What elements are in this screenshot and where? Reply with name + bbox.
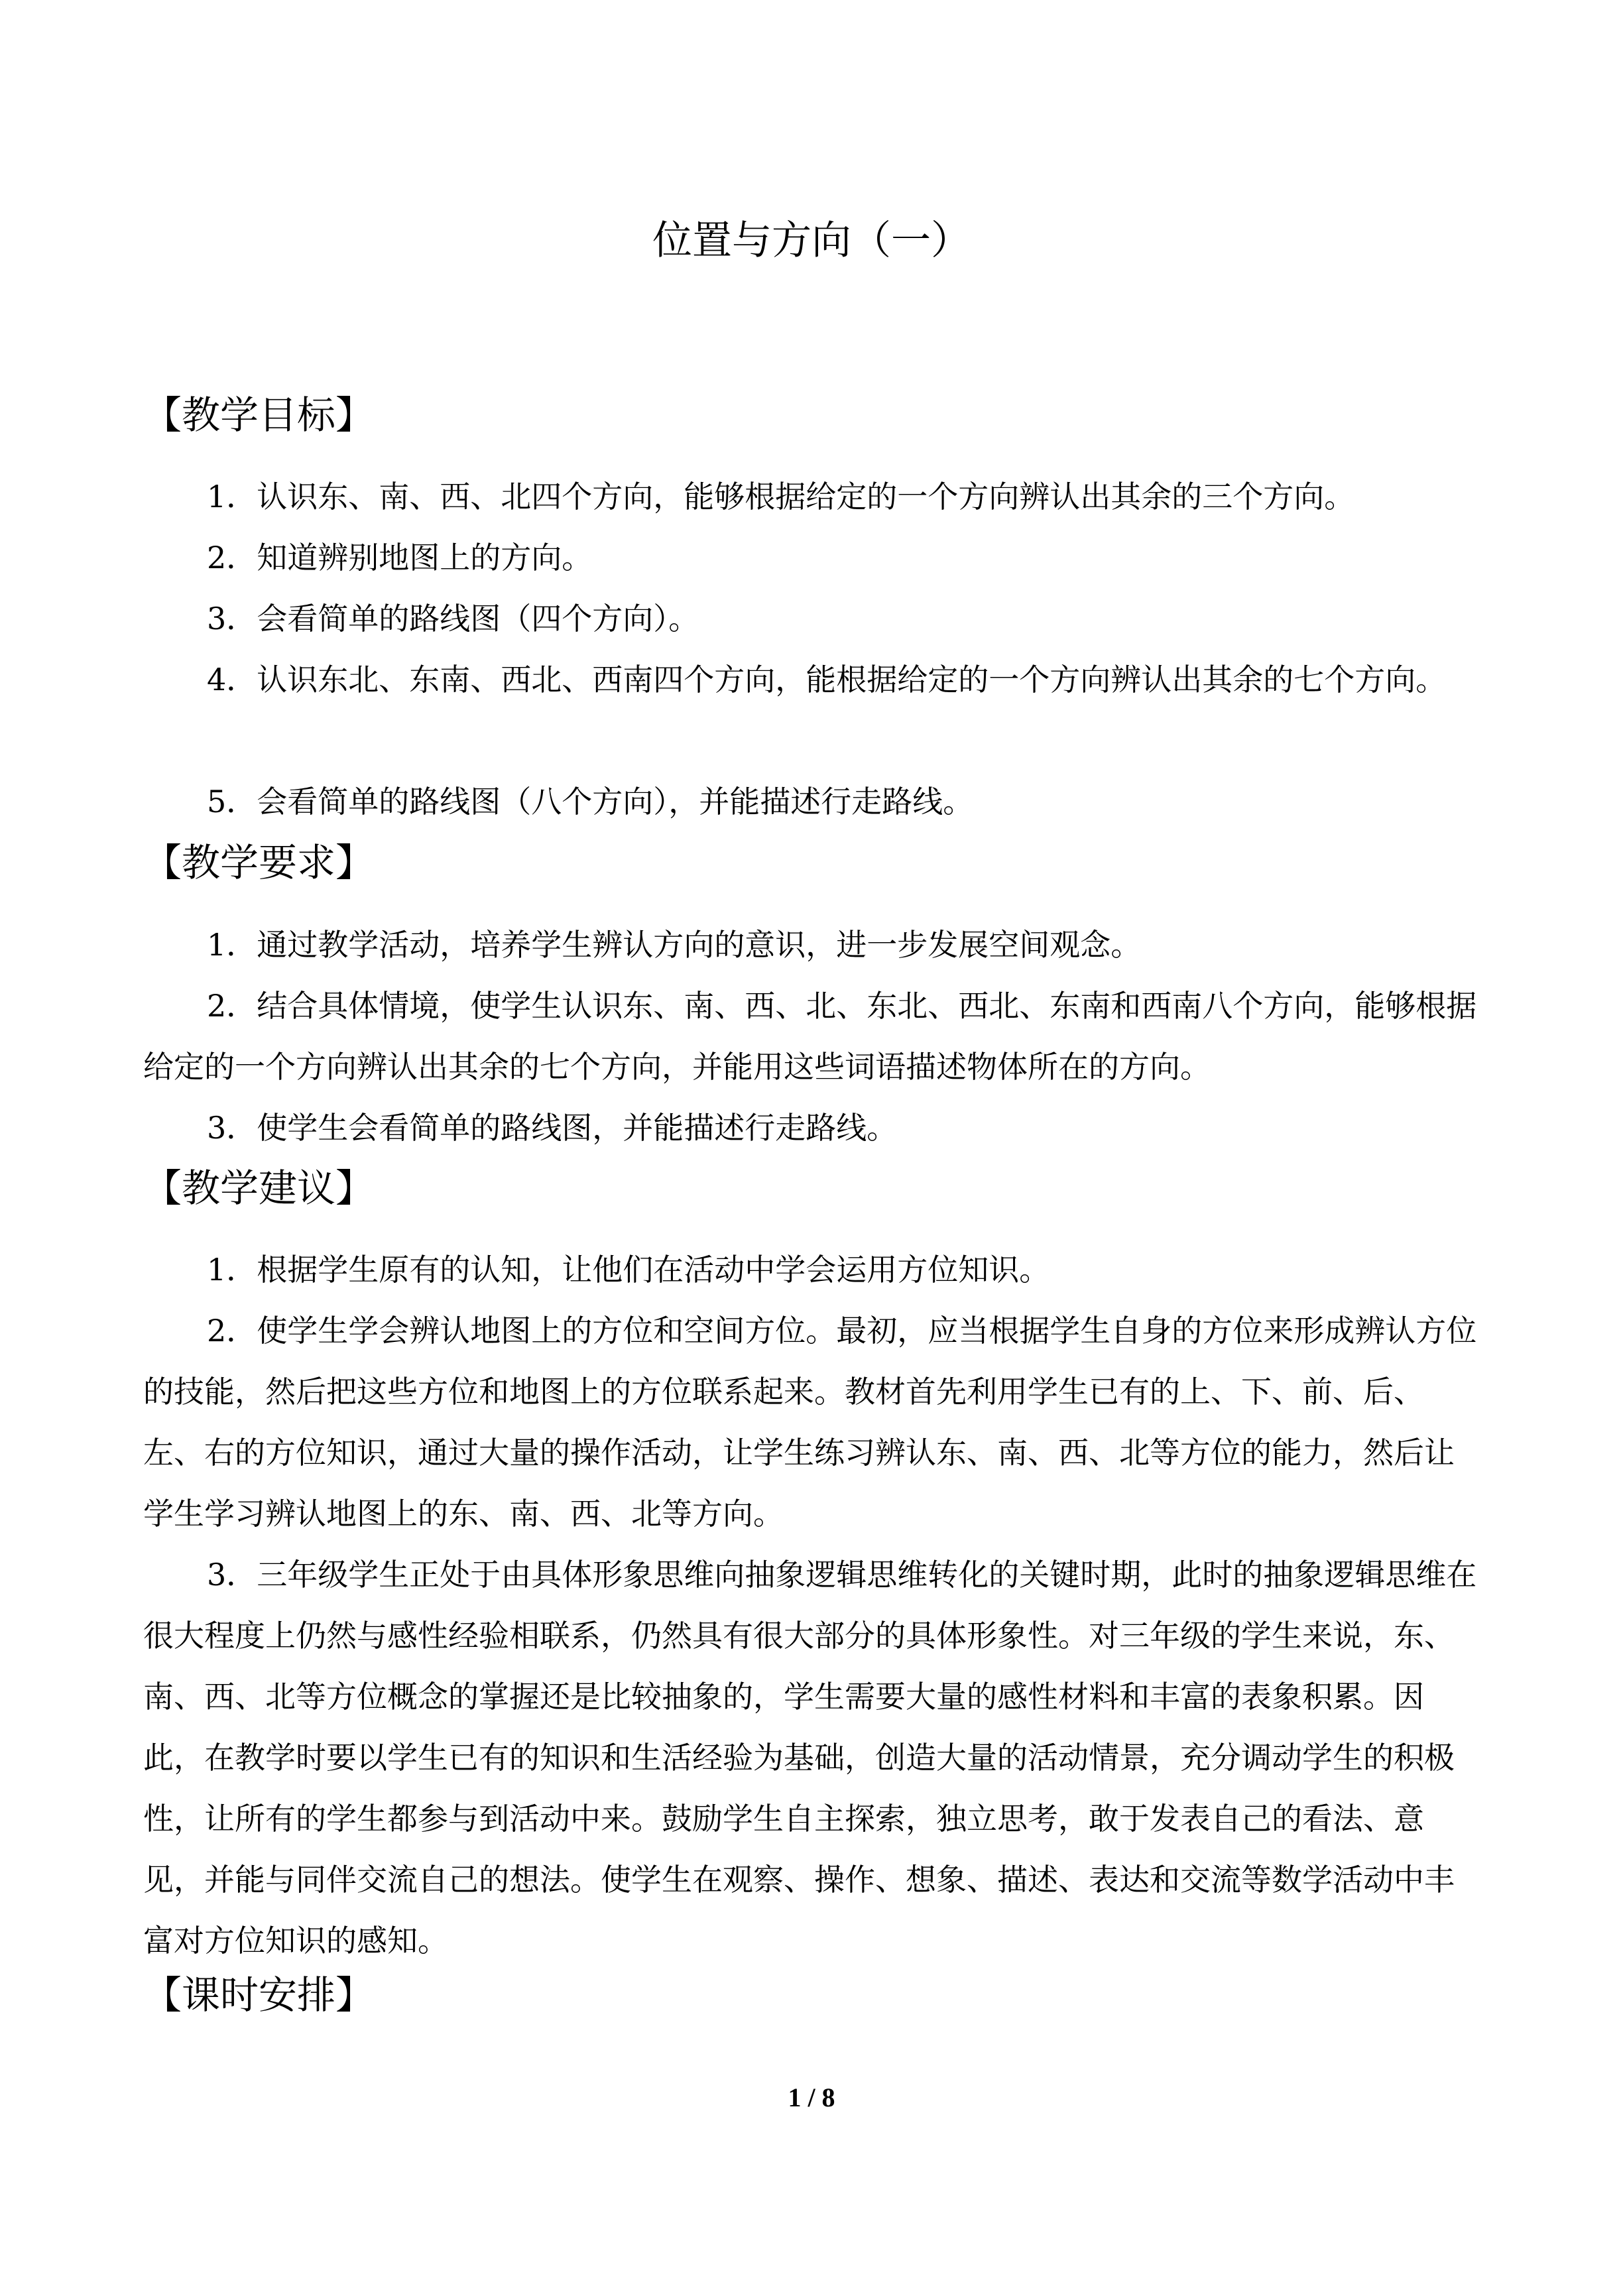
section-heading-objectives: 【教学目标】 [143, 393, 375, 438]
page-title: 位置与方向（一） [652, 217, 971, 264]
page-number: 1 / 8 [788, 2083, 835, 2112]
requirement-item-3: 3．使学生会看简单的路线图，并能描述行走路线。 [207, 1110, 898, 1146]
suggestion-item-2: 2．使学生学会辨认地图上的方位和空间方位。最初，应当根据学生自身的方位来形成辨认方位的技能，然后把这些方位和地图上的方位联系起来。教材首先利用学生已有的上、下、前、后、左、右的方位知识，通过大量的操作活动，让学生练习辨认东、南、西、北等方位的能力，然后让学生学习辨认地图上的东、南、西、北等方向。 [143, 1313, 1477, 1532]
section-heading-suggestions: 【教学建议】 [143, 1166, 375, 1211]
objective-item-5: 5．会看简单的路线图（八个方向），并能描述行走路线。 [207, 784, 974, 819]
objective-item-1: 1．认识东、南、西、北四个方向，能够根据给定的一个方向辨认出其余的三个方向。 [207, 479, 1355, 514]
section-heading-schedule: 【课时安排】 [143, 1972, 375, 2018]
suggestion-item-1: 1．根据学生原有的认知，让他们在活动中学会运用方位知识。 [207, 1252, 1050, 1288]
section-heading-requirements: 【教学要求】 [143, 840, 375, 885]
objective-item-2: 2．知道辨别地图上的方向。 [207, 540, 593, 575]
requirement-item-2: 2．结合具体情境，使学生认识东、南、西、北、东北、西北、东南和西南八个方向，能够根据给定的一个方向辨认出其余的七个方向，并能用这些词语描述物体所在的方向。 [143, 988, 1477, 1085]
suggestion-item-3: 3．三年级学生正处于由具体形象思维向抽象逻辑思维转化的关键时期，此时的抽象逻辑思维在很大程度上仍然与感性经验相联系，仍然具有很大部分的具体形象性。对三年级的学生来说，东、南、西、北等方位概念的掌握还是比较抽象的，学生需要大量的感性材料和丰富的表象积累。因此，在教学时要以学生已有的知识和生活经验为基础，创造大量的活动情景，充分调动学生的积极性，让所有的学生都参与到活动中来。鼓励学生自主探索，独立思考，敢于发表自己的看法、意见，并能与同伴交流自己的想法。使学生在观察、操作、想象、描述、表达和交流等数学活动中丰富对方位知识的感知。 [143, 1557, 1477, 1959]
objective-item-3: 3．会看简单的路线图（四个方向）。 [207, 601, 699, 636]
objective-item-4: 4．认识东北、东南、西北、西南四个方向，能根据给定的一个方向辨认出其余的七个方向。 [207, 662, 1447, 697]
requirement-item-1: 1．通过教学活动，培养学生辨认方向的意识，进一步发展空间观念。 [207, 927, 1142, 963]
